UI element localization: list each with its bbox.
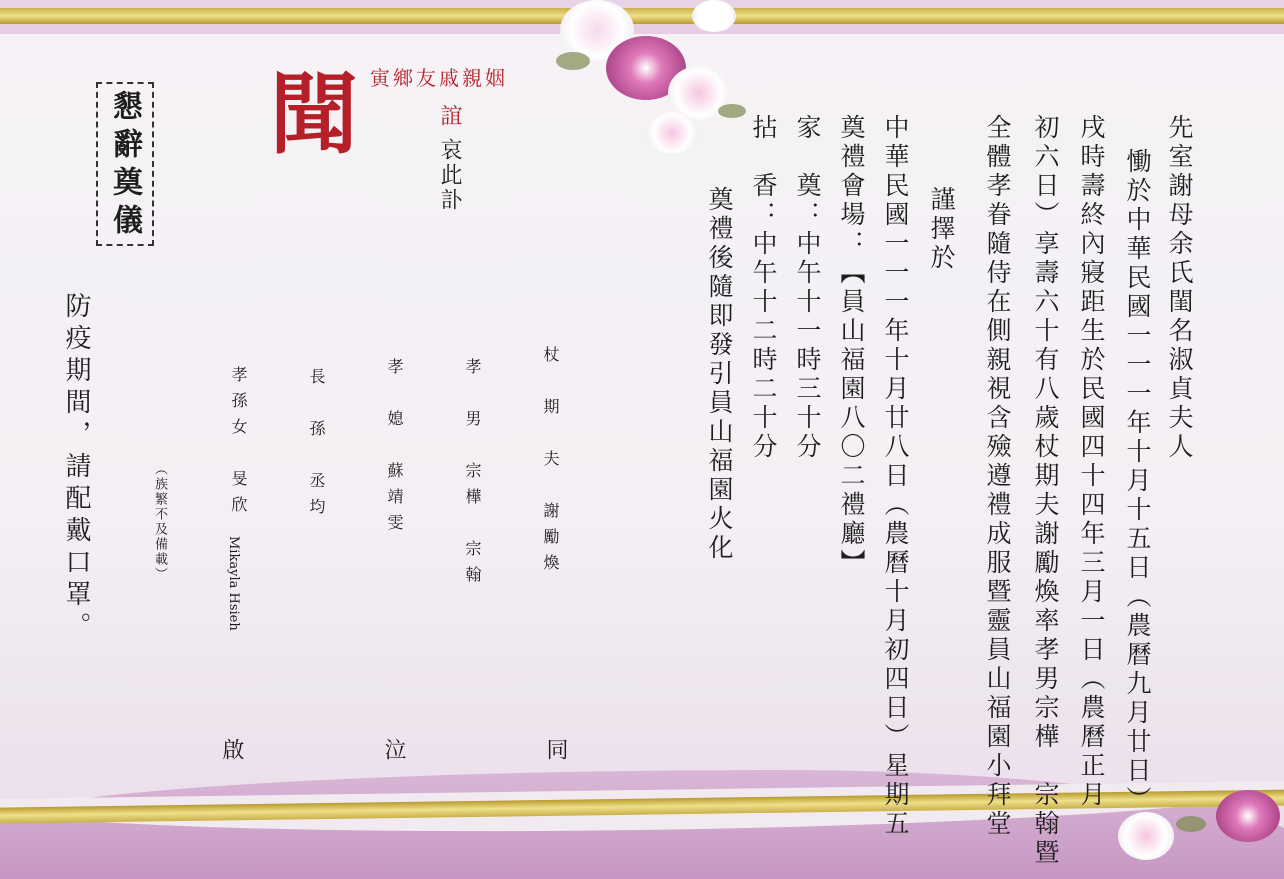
family-sons: 孝 男 宗樺 宗翰 <box>463 358 482 592</box>
qi-char: 泣 <box>381 738 406 763</box>
notice-col-6: 謹擇於 <box>927 186 956 273</box>
header-relations: 姻親戚友鄉寅 <box>370 66 508 90</box>
family-granddaughter: 孝孫女 旻欣 <box>229 366 248 522</box>
header-yi: 誼 <box>437 104 462 129</box>
decline-gifts-text: 懇辭奠儀 <box>107 90 142 242</box>
family-husband: 杖 期 夫 謝勵煥 <box>541 346 560 580</box>
notice-col-10: 拈 香：中午十二時二十分 <box>749 114 778 462</box>
qi2-char: 啟 <box>219 738 244 763</box>
notice-col-4: 初六日）享壽六十有八歲杖期夫謝勵煥率孝男宗樺 宗翰暨 <box>1031 114 1060 868</box>
family-daughter-in-law: 孝 媳 蘇靖雯 <box>385 358 404 540</box>
notice-col-7: 中華民國一一一年十月廿八日（農曆十月初四日）星期五 <box>881 114 910 839</box>
notice-col-3: 戌時壽終內寢距生於民國四十四年三月一日（農曆正月 <box>1077 114 1106 810</box>
family-granddaughter-en: Mikayla Hsieh <box>226 536 241 631</box>
notice-col-2: 慟於中華民國一一一年十月十五日（農曆九月廿日） <box>1123 148 1152 815</box>
tong-char: 同 <box>543 738 568 763</box>
family-grandson: 長 孫 丞均 <box>307 368 326 524</box>
wen-character: 聞 <box>270 62 359 166</box>
top-gold-stripe <box>0 8 1284 24</box>
notice-col-11: 奠禮後隨即發引員山福園火化 <box>705 186 734 563</box>
notice-col-9: 家 奠：中午十一時三十分 <box>793 114 822 462</box>
family-note: （族繁不及備載） <box>152 462 167 582</box>
covid-notice: 防疫期間，請配戴口罩。 <box>61 292 91 644</box>
header-aici-fu: 哀此訃 <box>437 138 462 213</box>
notice-col-5: 全體孝眷隨侍在側親視含殮遵禮成服暨靈員山福園小拜堂 <box>983 114 1012 839</box>
notice-col-8: 奠禮會場：【員山福園八〇二禮廳】 <box>837 114 866 578</box>
notice-col-1: 先室謝母余氏閨名淑貞夫人 <box>1165 114 1194 462</box>
